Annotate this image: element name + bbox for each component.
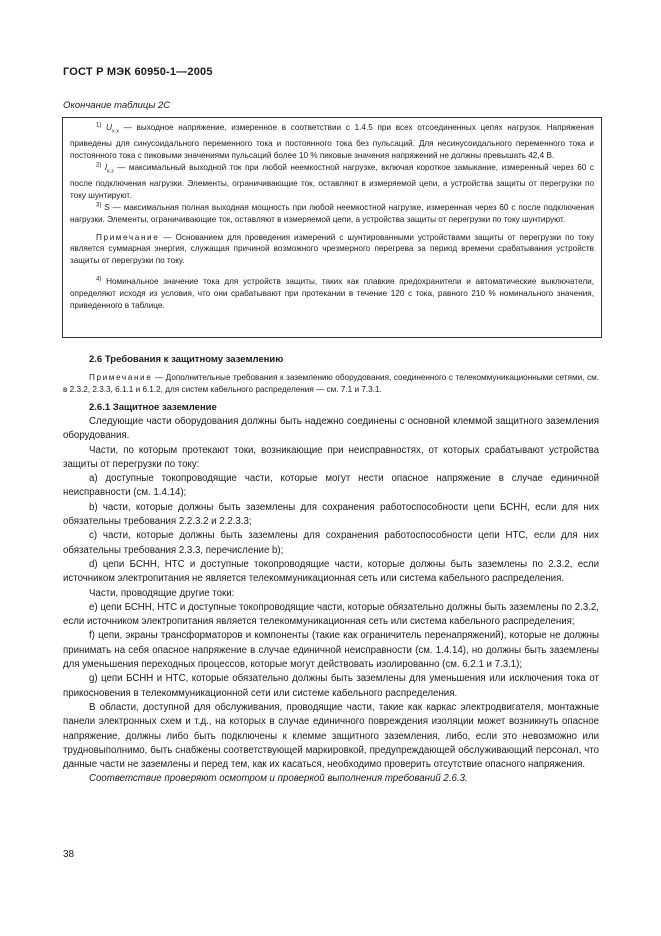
footnote-3-text: — максимальная полная выходная мощность при любой неемкостной нагрузке, измеренная через 60 с после подключения нагрузки. Элементы, ограничивающие ток, оставляют в измеряемой цепи, а устройства защиты от перегрузки по току шунтируют. [70, 203, 594, 224]
footnote-2 [70, 162, 594, 202]
footnote-3-symbol: S [104, 203, 110, 213]
footnote-1-symbol: $U_{х.х}$ [106, 123, 119, 135]
main-content [63, 354, 599, 787]
footnote-3-mark: 3) [96, 202, 102, 209]
section-2-6-1-heading: 2.6.1 Защитное заземление [89, 402, 217, 413]
table-footnotes-box [62, 117, 602, 338]
list-item-e: е) цепи БСНН, НТС и доступные токопроводящие части, которые обязательно должны быть заземлены по 2.3.2, если источником электропитания является телекоммуникационная сеть или система кабельного распределения; [63, 601, 599, 628]
footnote-4-text: Номинальное значение тока для устройств защиты, таких как плавкие предохранители и автоматические выключатели, определяют исходя из условия, что они срабатывают при протекании в течение 120 с тока, равного 210 % номинального значения, приведенного в таблице. [70, 277, 594, 310]
list-item-a: а) доступные токопроводящие части, которые могут нести опасное напряжение в случае единичной неисправности (см. 1.4.14); [63, 473, 599, 499]
list-item-b: b) части, которые должны быть заземлены для сохранения работоспособности цепи БСНН, если для них обязательны требования 2.2.3.2 и 2.2.3.3; [63, 501, 599, 528]
table-continuation-label: Окончание таблицы 2С [63, 100, 171, 111]
paragraph: Части, проводящие другие токи: [89, 587, 235, 599]
list-item-d: d) цепи БСНН, НТС и доступные токопроводящие части, которые должны быть заземлены по 2.3.2, если источником электропитания не является телекоммуникационная сеть или система кабельного распределения. [63, 558, 599, 585]
footnote-1-mark: 1) [96, 122, 102, 129]
footnote-4 [70, 276, 594, 311]
footnote-1 [70, 122, 594, 162]
footnote-2-mark: 2) [96, 162, 102, 169]
verification-statement: Соответствие проверяют осмотром и проверкой выполнения требований 2.6.3. [89, 773, 468, 785]
paragraph: Части, по которым протекают токи, возникающие при неисправностях, от которых срабатывают устройства защиты от перегрузки по току: [63, 444, 599, 470]
footnote-4-mark: 4) [96, 276, 102, 283]
section-2-6-heading: 2.6 Требования к защитному заземлению [89, 354, 284, 365]
section-2-6-remark-label: Примечание [89, 373, 153, 382]
table-remark-text: — Основанием для проведения измерений с шунтированными устройствами защиты от перегрузки по току является суммарная энергия, служащая причиной возможного чрезмерного перегрева за период времени срабатывания устройств защиты от перегрузки по току. [70, 232, 594, 266]
list-item-g: g) цепи БСНН и НТС, которые обязательно должны быть заземлены для уменьшения или исключения тока от прикосновения в телекоммуникационной сети или системе кабельного распределения. [63, 673, 599, 699]
footnote-3 [70, 202, 594, 226]
list-item-c: с) части, которые должны быть заземлены для сохранения работоспособности цепи НТС, если для них обязательны требования 2.3.3, перечисление b); [63, 530, 599, 556]
section-2-6-remark-text: — Дополнительные требования к заземлению оборудования, соединенного с телекоммуникационными сетями, см. в 2.3.2, 2.3.3, 6.1.1 и 6.1.2, для систем кабельного распределения — см. 7.1 и 7.3.1. [63, 373, 599, 394]
paragraph: В области, доступной для обслуживания, проводящие части, такие как каркас электродвигателя, монтажные панели электронных схем и т.д., на которых в случае единичного повреждения изоляции может возникнуть опасное напряжение, должны либо быть подключены к клемме защитного заземления, либо, если это невозможно или трудновыполнимо, быть снабжены соответствующей маркировкой, предупреждающей обслуживающий персонал, что данные части не заземлены и перед тем, как их касаться, необходимо проверить отсутствие опасного напряжения. [63, 701, 599, 771]
footnote-2-text: — максимальный выходной ток при любой неемкостной нагрузке, включая короткое замыкание, измеренный через 60 с после подключения нагрузки. Элементы, ограничивающие ток, оставляют в измеряемой цепи, а устройства защиты от перегрузки по току шунтируют. [70, 163, 594, 201]
table-remark [70, 232, 594, 267]
footnote-2-symbol: $I_{к.з}$ [104, 163, 114, 175]
document-header: ГОСТ Р МЭК 60950-1—2005 [63, 66, 213, 78]
table-remark-label: Примечание [96, 232, 160, 242]
footnote-1-text: — выходное напряжение, измеренное в соответствии с 1.4.5 при всех отсоединенных цепях нагрузок. Напряжения приведены для синусоидального переменного тока и постоянного тока без пульсаций. Для несинусоидального переменного тока и постоянного тока с пиковыми значениями пульсаций более 10 % пиковые значения напряжений не должны превышать 42,4 В. [70, 123, 594, 161]
page-number: 38 [63, 849, 75, 860]
paragraph: Следующие части оборудования должны быть надежно соединены с основной клеммой защитного заземления оборудования. [63, 416, 599, 442]
list-item-f: f) цепи, экраны трансформаторов и компоненты (такие как ограничитель перенапряжений), которые не должны принимать на себя опасное напряжение в случае единичной неисправности (см. 1.4.14), но должны быть заземлены для уменьшения переходных процессов, которые могут действовать изолированно (см. 6.2.1 и 7.3.1); [63, 630, 599, 671]
section-2-6-remark [63, 372, 599, 395]
